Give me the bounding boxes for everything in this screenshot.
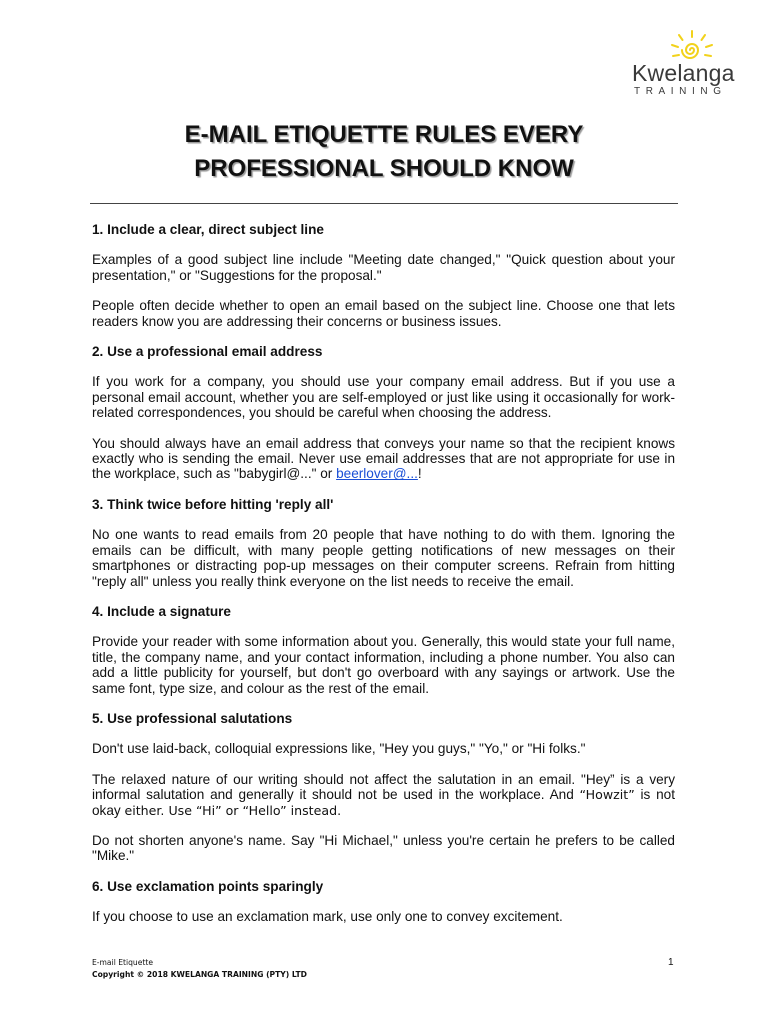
section-heading: 3. Think twice before hitting 'reply all'	[92, 496, 334, 512]
paragraph: No one wants to read emails from 20 people that have nothing to do with them. Ignoring the emails can be difficult, with many people getting notifications of new messages on their smartphones or distracting pop-up messages on their computer screens. Refrain from hitting "reply all" unless you really think everyone on the list needs to receive the email.	[92, 527, 675, 589]
paragraph-text: is not okay	[92, 787, 675, 818]
title-line-2: PROFESSIONAL SHOULD KNOW	[194, 155, 574, 182]
footer-copyright: Copyright © 2018 KWELANGA TRAINING (PTY) LTD	[92, 970, 307, 979]
title-divider	[90, 203, 678, 204]
page-number: 1	[668, 957, 674, 968]
footer-title: E-mail Etiquette	[92, 958, 154, 967]
paragraph	[92, 772, 675, 818]
paragraph: Provide your reader with some information about you. Generally, this would state your full name, title, the company name, and your contact information, including a phone number. You also can add a little publicity for yourself, but don't go overboard with any sayings or artwork. Use the same font, type size, and colour as the rest of the email.	[92, 634, 675, 696]
paragraph-text: You should always have an email address that conveys your name so that the recipient knows exactly who is sending the email. Never use email addresses that are not appropriate for use in the workplace, such as "babygirl@..." or	[92, 435, 675, 482]
section-heading: 2. Use a professional email address	[92, 344, 323, 360]
paragraph-text: ” is a very informal salutation and generally it should not be used in the workplace. And	[92, 771, 675, 803]
page-footer	[92, 957, 307, 981]
title-line-1: E-MAIL ETIQUETTE RULES EVERY	[184, 121, 584, 148]
paragraph-text: either. Use “Hi” or “Hello” instead.	[124, 802, 342, 818]
paragraph: If you choose to use an exclamation mark, use only one to convey excitement.	[92, 909, 563, 925]
paragraph-text: The relaxed nature of our writing should not affect the salutation in an email. "Hey	[92, 771, 611, 787]
logo-subtitle: TRAINING	[634, 86, 727, 97]
section-heading: 1. Include a clear, direct subject line	[92, 222, 324, 237]
paragraph: People often decide whether to open an email based on the subject line. Choose one that lets readers know you are addressing their concerns or business issues.	[92, 298, 675, 329]
email-example-link[interactable]: beerlover@...	[336, 466, 418, 482]
paragraph: Do not shorten anyone's name. Say "Hi Michael," unless you're certain he prefers to be called "Mike."	[92, 832, 675, 864]
page-title	[90, 118, 678, 186]
paragraph: If you work for a company, you should use your company email address. But if you use a personal email account, whether you are self-employed or just like using it occasionally for work-related correspondences, you should be careful when choosing the address.	[92, 374, 675, 421]
paragraph-text: !	[417, 466, 422, 482]
company-logo	[628, 30, 738, 100]
paragraph: Examples of a good subject line include "Meeting date changed," "Quick question about your presentation," or "Suggestions for the proposal."	[92, 252, 675, 283]
paragraph-text: “Howzit”	[579, 787, 635, 803]
logo-name: Kwelanga	[632, 60, 735, 86]
section-heading: 5. Use professional salutations	[92, 710, 293, 726]
document-body	[92, 222, 675, 940]
paragraph: Don't use laid-back, colloquial expressions like, "Hey you guys," "Yo," or "Hi folks."	[92, 741, 586, 757]
section-heading: 4. Include a signature	[92, 603, 231, 619]
section-heading: 6. Use exclamation points sparingly	[92, 878, 324, 894]
paragraph	[92, 436, 675, 482]
